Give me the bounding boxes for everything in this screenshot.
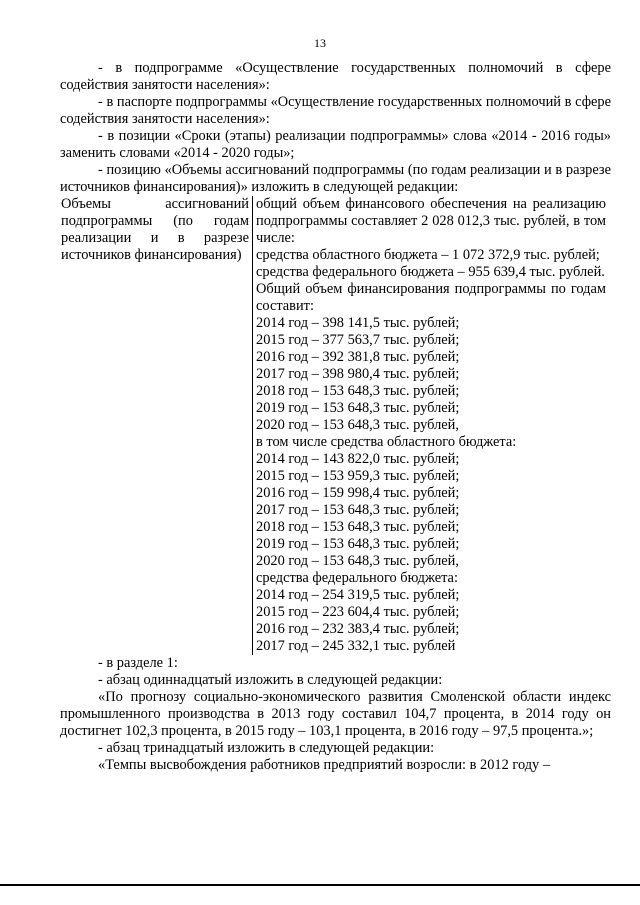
paragraph: - в подпрограмме «Осуществление государственных полномочий в сфере содействия занятости населения»: bbox=[60, 60, 611, 93]
table-row bbox=[58, 196, 609, 655]
table-cell-line: 2015 год – 153 959,3 тыс. рублей; bbox=[256, 468, 460, 484]
table-cell-line: 2016 год – 159 998,4 тыс. рублей; bbox=[256, 485, 460, 501]
table-cell-line: средства областного бюджета – 1 072 372,9 тыс. рублей; bbox=[256, 247, 600, 263]
table-cell-line: 2015 год – 377 563,7 тыс. рублей; bbox=[256, 332, 460, 348]
paragraph: - в позиции «Сроки (этапы) реализации подпрограммы» слова «2014 - 2016 годы» заменить словами «2014 - 2020 годы»; bbox=[60, 128, 611, 161]
paragraph: «Темпы высвобождения работников предприятий возросли: в 2012 году – bbox=[98, 757, 551, 773]
table-cell-line: 2018 год – 153 648,3 тыс. рублей; bbox=[256, 519, 460, 535]
table-cell-line: 2014 год – 143 822,0 тыс. рублей; bbox=[256, 451, 460, 467]
table-cell-line: 2014 год – 254 319,5 тыс. рублей; bbox=[256, 587, 460, 603]
page-number: 13 bbox=[314, 36, 326, 50]
table-cell-line: 2019 год – 153 648,3 тыс. рублей; bbox=[256, 536, 460, 552]
table-cell-line: 2020 год – 153 648,3 тыс. рублей, bbox=[256, 553, 459, 569]
table-left-cell: Объемы ассигнований подпрограммы (по годам реализации и в разрезе источников финансирования) bbox=[58, 196, 253, 655]
allocation-table bbox=[58, 196, 609, 655]
table-cell-line: 2015 год – 223 604,4 тыс. рублей; bbox=[256, 604, 460, 620]
table-cell-line: 2017 год – 153 648,3 тыс. рублей; bbox=[256, 502, 460, 518]
table-cell-line: 2016 год – 392 381,8 тыс. рублей; bbox=[256, 349, 460, 365]
table-cell-line: 2020 год – 153 648,3 тыс. рублей, bbox=[256, 417, 459, 433]
paragraph: - в паспорте подпрограммы «Осуществление государственных полномочий в сфере содействия занятости населения»: bbox=[60, 94, 611, 127]
paragraph: - абзац тринадцатый изложить в следующей редакции: bbox=[98, 740, 435, 756]
paragraph: - в разделе 1: bbox=[98, 655, 178, 671]
table-cell-line: 2018 год – 153 648,3 тыс. рублей; bbox=[256, 383, 460, 399]
table-cell-line: 2017 год – 245 332,1 тыс. рублей bbox=[256, 638, 456, 654]
table-cell-line: 2014 год – 398 141,5 тыс. рублей; bbox=[256, 315, 460, 331]
document-body bbox=[60, 60, 611, 774]
table-cell-line: Общий объем финансирования подпрограммы по годам составит: bbox=[256, 281, 606, 314]
paragraph: - позицию «Объемы ассигнований подпрограммы (по годам реализации и в разрезе источников финансирования)» изложить в следующей редакции: bbox=[60, 162, 611, 195]
paragraph: - абзац одиннадцатый изложить в следующей редакции: bbox=[98, 672, 443, 688]
table-cell-line: средства федерального бюджета: bbox=[256, 570, 458, 586]
table-right-cell bbox=[253, 196, 610, 655]
table-cell-line: в том числе средства областного бюджета: bbox=[256, 434, 517, 450]
table-cell-line: 2016 год – 232 383,4 тыс. рублей; bbox=[256, 621, 460, 637]
table-cell-line: 2017 год – 398 980,4 тыс. рублей; bbox=[256, 366, 460, 382]
table-cell-line: средства федерального бюджета – 955 639,4 тыс. рублей. bbox=[256, 264, 605, 280]
page-bottom-rule bbox=[0, 884, 640, 886]
table-cell-line: 2019 год – 153 648,3 тыс. рублей; bbox=[256, 400, 460, 416]
table-cell-line: общий объем финансового обеспечения на реализацию подпрограммы составляет 2 028 012,3 тыс. рублей, в том числе: bbox=[256, 196, 606, 246]
paragraph: «По прогнозу социально-экономического развития Смоленской области индекс промышленного производства в 2013 году составил 104,7 процента, в 2014 году он достигнет 102,3 процента, в 2015 году – 103,1 процента, в 2016 году – 97,5 процента.»; bbox=[60, 689, 611, 739]
